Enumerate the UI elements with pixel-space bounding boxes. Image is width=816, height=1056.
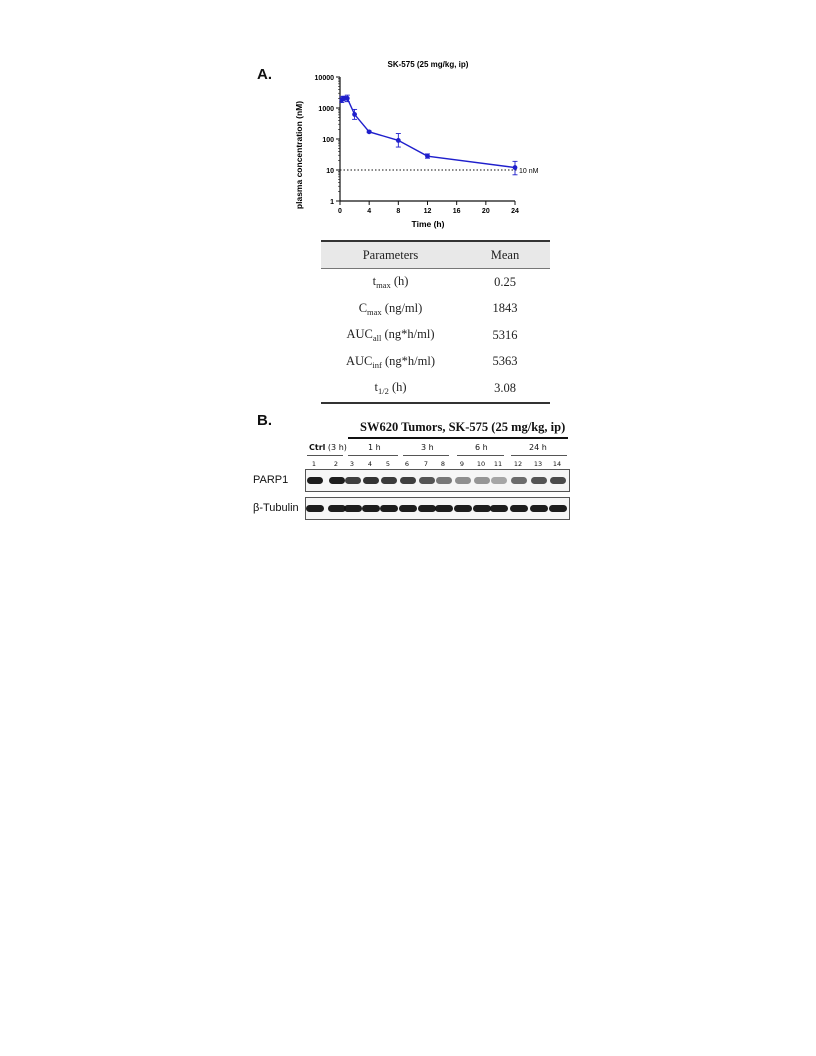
parp1-band — [381, 477, 397, 484]
data-point — [352, 112, 357, 117]
lane-number: 4 — [367, 460, 373, 468]
x-tick-label: 0 — [338, 208, 342, 215]
group-label-6h: 6 h — [475, 443, 488, 452]
parameter-subscript: 1/2 — [377, 386, 389, 397]
y-tick-label: 100 — [322, 137, 334, 144]
parameter-cell — [321, 322, 460, 349]
mean-value-cell: 3.08 — [460, 375, 550, 403]
column-header-parameters: Parameters — [321, 241, 460, 269]
group-rule-ctrl — [307, 455, 343, 456]
parameter-cell — [321, 296, 460, 323]
parp1-band — [455, 477, 471, 484]
parp1-band — [436, 477, 452, 484]
group-rule-24h — [511, 455, 567, 456]
parp1-band — [474, 477, 490, 484]
parp1-band — [400, 477, 416, 484]
table-row — [321, 349, 550, 376]
x-tick-label: 4 — [367, 208, 372, 215]
parameter-cell — [321, 349, 460, 376]
tubulin-band — [473, 505, 491, 512]
tubulin-band — [435, 505, 453, 512]
x-tick-label: 12 — [423, 208, 432, 215]
data-point — [396, 138, 401, 143]
group-label-ctrl — [309, 443, 347, 452]
data-point — [345, 96, 350, 101]
reference-line-label: 10 nM — [519, 168, 539, 175]
tubulin-band — [490, 505, 508, 512]
data-point — [425, 154, 430, 159]
x-axis-label: Time (h) — [411, 219, 445, 229]
table-row — [321, 322, 550, 349]
lane-number: 3 — [349, 460, 355, 468]
lane-number: 14 — [552, 460, 562, 468]
lane-number: 10 — [476, 460, 486, 468]
title-underline — [348, 437, 568, 439]
parp1-band — [511, 477, 527, 484]
tubulin-band — [380, 505, 398, 512]
parameter-subscript: max — [376, 280, 391, 291]
parp1-band — [550, 477, 566, 484]
parameter-symbol: t — [372, 274, 377, 289]
lane-number: 11 — [493, 460, 503, 468]
blot-title: SW620 Tumors, SK-575 (25 mg/kg, ip) — [360, 420, 566, 434]
lane-number: 13 — [533, 460, 543, 468]
parameter-unit: (ng/ml) — [381, 300, 423, 315]
mean-value-cell: 1843 — [492, 301, 518, 316]
data-point — [513, 165, 518, 170]
parameter-cell — [321, 375, 460, 403]
y-tick-label: 1000 — [318, 106, 334, 113]
parp1-band — [307, 477, 323, 484]
x-tick-label: 16 — [452, 208, 461, 215]
lane-number: 1 — [311, 460, 317, 468]
tubulin-band — [549, 505, 567, 512]
tubulin-band — [454, 505, 472, 512]
parameter-symbol: t — [374, 380, 378, 395]
x-tick-label: 20 — [481, 208, 490, 215]
row-label-parp1: PARP1 — [253, 474, 289, 486]
tubulin-band — [530, 505, 548, 512]
mean-value-cell: 0.25 — [494, 274, 516, 289]
western-blot-tubulin — [305, 497, 570, 520]
data-point — [367, 129, 372, 134]
tubulin-band — [306, 505, 324, 512]
parameter-cell — [321, 269, 460, 296]
group-rule-1h — [348, 455, 398, 456]
group-label-24h: 24 h — [529, 443, 547, 452]
group-rule-6h — [457, 455, 504, 456]
lane-number: 12 — [513, 460, 523, 468]
panel-b-label: B. — [257, 412, 272, 429]
pk-line-chart — [280, 55, 570, 235]
parp1-band — [419, 477, 435, 484]
lane-number: 5 — [385, 460, 391, 468]
group-label-3h: 3 h — [421, 443, 434, 452]
table-row — [321, 375, 550, 403]
pk-parameters-table — [321, 240, 550, 404]
tubulin-band — [362, 505, 380, 512]
parameter-subscript: inf — [372, 359, 382, 370]
parp1-band — [531, 477, 547, 484]
parameter-symbol: AUC — [346, 353, 373, 368]
parameter-subscript: all — [372, 333, 382, 344]
lane-number: 7 — [423, 460, 429, 468]
lane-number: 9 — [459, 460, 465, 468]
mean-value-cell: 5316 — [492, 327, 518, 342]
chart-title: SK-575 (25 mg/kg, ip) — [387, 60, 469, 69]
x-tick-label: 8 — [396, 208, 401, 215]
parameter-symbol: AUC — [346, 327, 373, 342]
row-label-tubulin: β-Tubulin — [253, 502, 299, 514]
tubulin-band — [510, 505, 528, 512]
parameter-subscript: max — [367, 306, 382, 317]
ctrl-time-label: (3 h) — [325, 443, 347, 452]
x-tick-label: 24 — [511, 208, 519, 215]
table-row — [321, 296, 550, 323]
parameter-symbol: C — [358, 300, 368, 315]
lane-number: 8 — [440, 460, 446, 468]
column-header-mean: Mean — [460, 241, 550, 269]
parameter-unit: (ng*h/ml) — [381, 327, 435, 342]
parp1-band — [363, 477, 379, 484]
lane-number: 6 — [404, 460, 410, 468]
panel-a-label: A. — [257, 66, 272, 83]
lane-number: 2 — [333, 460, 339, 468]
parp1-band — [345, 477, 361, 484]
table-row — [321, 269, 550, 296]
parp1-band — [491, 477, 507, 484]
tubulin-band — [418, 505, 436, 512]
tubulin-band — [399, 505, 417, 512]
y-tick-label: 10 — [326, 168, 334, 175]
parp1-band — [329, 477, 345, 484]
y-tick-label: 10000 — [314, 75, 334, 82]
parameter-unit: (h) — [390, 274, 409, 289]
mean-value-cell: 5363 — [492, 354, 518, 369]
y-axis-label: plasma concentration (nM) — [294, 100, 304, 210]
western-blot-parp1 — [305, 469, 570, 492]
tubulin-band — [344, 505, 362, 512]
parameter-unit: (ng*h/ml) — [381, 353, 435, 368]
parameter-unit: (h) — [388, 380, 407, 395]
group-label-1h: 1 h — [368, 443, 381, 452]
ctrl-label: Ctrl — [309, 443, 326, 452]
table-header-row — [321, 241, 550, 269]
group-rule-3h — [403, 455, 449, 456]
y-tick-label: 1 — [330, 199, 334, 206]
